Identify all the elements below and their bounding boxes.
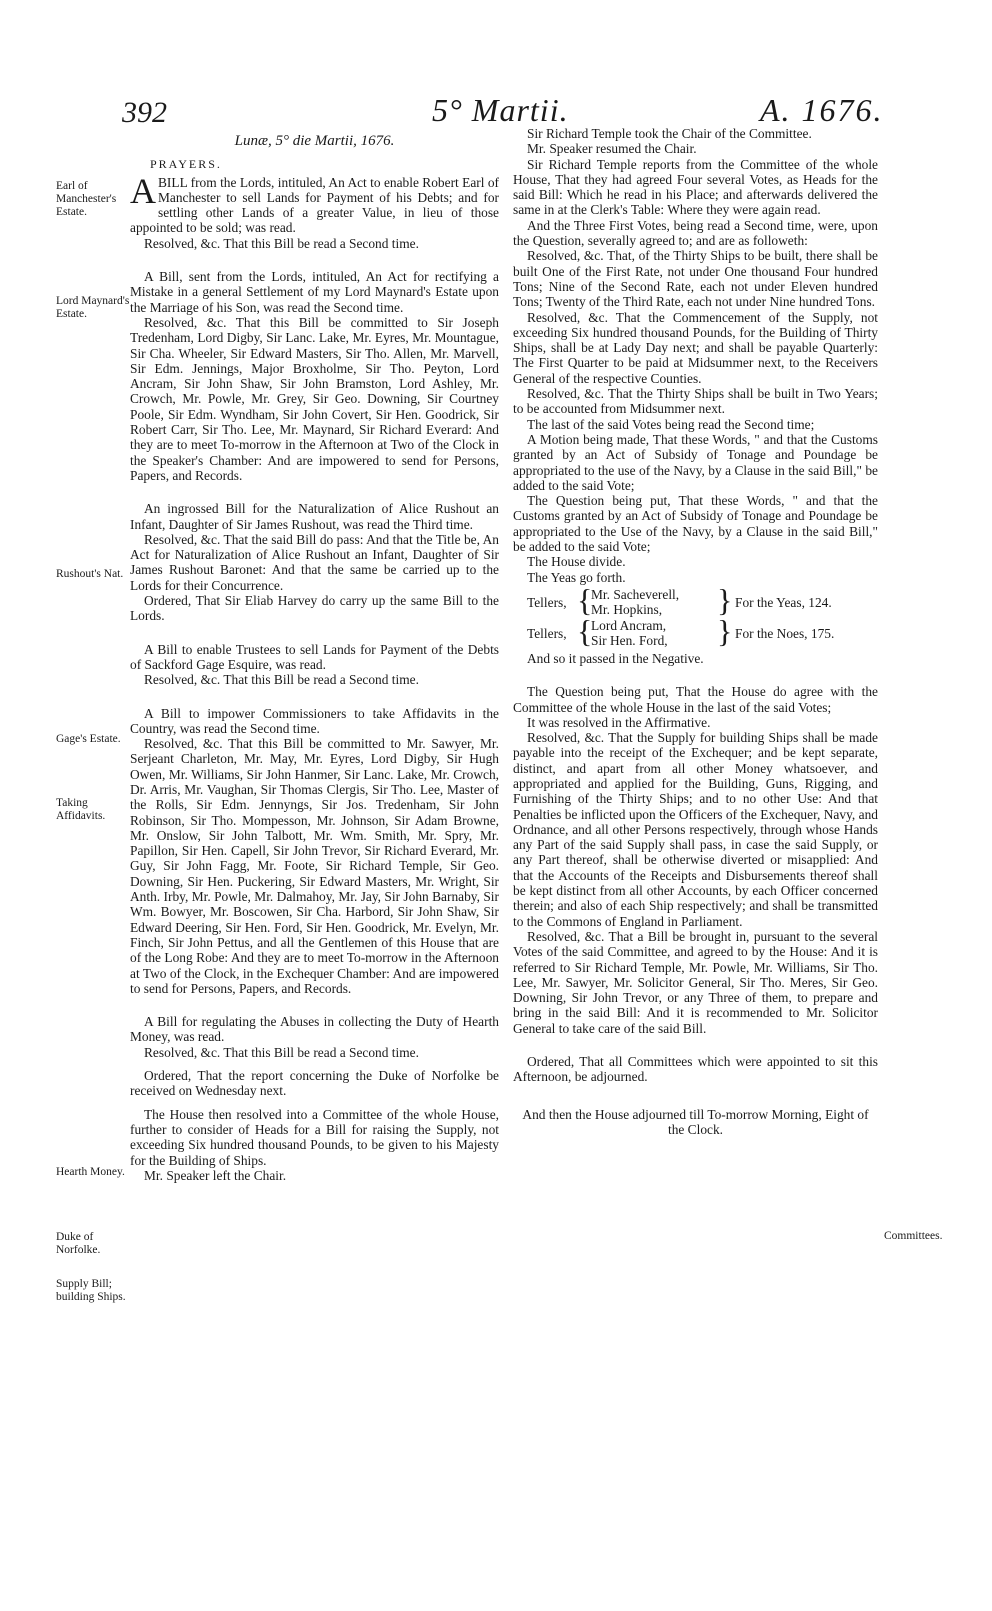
prayers-heading: PRAYERS. (150, 157, 222, 172)
teller-noe-1: Lord Ancram, (591, 617, 667, 633)
three-votes: And the Three First Votes, being read a Second time, were, upon the Question, severally agreed to; and are as followeth: (513, 217, 878, 249)
maynard-resolved: Resolved, &c. That this Bill be committed to Sir Joseph Tredenham, Lord Digby, Sir Lanc. Lake, Mr. Eyres, Mr. Mountague, Sir Cha. Wheeler, Sir Edward Masters, Sir Tho. Allen, Mr. Marvell, Sir Edm. Jennings, Major Broxholme, Sir Tho. Peyton, Lord Ancram, Sir John Shaw, Sir John Bramston, Lord Ashley, Mr. Crowch, Mr. Powle, Mr. Grey, Sir Geo. Downing, Sir Courtney Poole, Sir Edm. Wyndham, Sir John Covert, Sir Hen. Goodrick, Sir Robert Carr, Sir Tho. Lee, Mr. Maynard, Sir Richard Everard: And they are to meet To-morrow in the Afternoon at Two of the Clock in the Speaker's Chamber: And are impowered to send for Persons, Papers, and Records. (130, 314, 499, 483)
margin-note-gage: Gage's Estate. (56, 733, 121, 745)
teller-yea-2: Mr. Hopkins, (591, 601, 663, 617)
margin-note-norfolke: Duke of Norfolke. (56, 1231, 101, 1256)
yeas-count: For the Yeas, 124. (735, 594, 832, 610)
yeas-forth: The Yeas go forth. (527, 569, 626, 585)
tellers-label-yeas: Tellers, (527, 594, 567, 610)
left-column (130, 134, 499, 1183)
drop-cap: A (130, 170, 156, 211)
margin-note-supply: Supply Bill; building Ships. (56, 1278, 126, 1303)
margin-note-maynard: Lord Maynard's Estate. (56, 295, 130, 320)
right-column (513, 126, 878, 1137)
margin-note-affidavits: Taking Affidavits. (56, 797, 106, 822)
negative: And so it passed in the Negative. (527, 650, 704, 666)
bill-brought: Resolved, &c. That a Bill be brought in, pursuant to the several Votes of the said Committee, and agreed to by the House: And it is referred to Sir Richard Temple, Mr. Powle, Mr. Williams, Sir Tho. Lee, Mr. Sawyer, Mr. Solicitor General, Sir Tho. Meres, Sir Geo. Downing, Sir John Trevor, or any Three of them, to prepare and bring in the said Bill: And it is recommended to Mr. Solicitor General to take care of the said Bill. (513, 928, 878, 1036)
vote-commencement: Resolved, &c. That the Commencement of the Supply, not exceeding Six hundred thousand Pounds, for the Building of Thirty Ships, shall be at Lady Day next; and shall be payable Quarterly: The First Quarter to be paid at Midsummer next, to the Receivers General of the respective Counties. (513, 309, 878, 386)
speaker-resumed: Mr. Speaker resumed the Chair. (527, 141, 697, 157)
temple-reports: Sir Richard Temple reports from the Committee of the whole House, That they had agreed Four several Votes, as Heads for the said Bill: Which he read in his Place; and afterwards delivered the same in at the Clerk's Table: Where they were again read. (513, 156, 878, 218)
brace-right-yeas: } (717, 581, 733, 618)
brace-left-yeas: { (577, 581, 593, 618)
hearth-resolved: Resolved, &c. That this Bill be read a Second time. (144, 1044, 419, 1060)
adjourned: And then the House adjourned till To-morrow Morning, Eight of the Clock. (522, 1106, 869, 1137)
motion: A Motion being made, That these Words, " and that the Customs granted by an Act of Subsidy of Tonage and Poundage be appropriated to the use of the Navy, by a Clause in the said Bill," be added to the said Vote; (513, 431, 878, 493)
rushout-ordered: Ordered, That Sir Eliab Harvey do carry up the same Bill to the Lords. (130, 593, 499, 624)
speaker-left: Mr. Speaker left the Chair. (144, 1167, 287, 1183)
noes-count: For the Noes, 175. (735, 625, 835, 641)
rushout-bill: An ingrossed Bill for the Naturalization of Alice Rushout an Infant, Daughter of Sir James Rushout, was read the Third time. (130, 501, 499, 532)
supply-resolved: Resolved, &c. That the Supply for building Ships shall be made payable into the receipt of the Exchequer; and be kept separate, distinct, and apart from all other Money whatsoever, and appropriated and applied for the Building, Guns, Rigging, and Furnishing of the Thirty Ships; and to no other Use: And that Penalties be inflicted upon the Officers of the Exchequer, Navy, and Ordnance, and all other Persons respectively, through whose Hands any Part of the said Supply shall pass, in case the said Supply, or any Part thereof, shall be otherwise diverted or misapplied: And that the Accounts of the Receipts and Disbursements thereof shall be kept distinct from all other Accounts, by each Officer concerned therein; and also of each Ship respectively; and shall be transmitted to the Commons of England in Parliament. (513, 730, 878, 929)
teller-noe-2: Sir Hen. Ford, (591, 632, 668, 648)
year-heading: A. 1676. (760, 92, 884, 128)
page-number: 392 (122, 96, 167, 129)
committees-ordered: Ordered, That all Committees which were appointed to sit this Afternoon, be adjourned. (513, 1054, 878, 1085)
manchester-resolved: Resolved, &c. That this Bill be read a Second time. (144, 235, 419, 251)
norfolke-ordered: Ordered, That the report concerning the Duke of Norfolke be received on Wednesday next. (130, 1068, 499, 1099)
margin-note-hearth: Hearth Money. (56, 1166, 125, 1178)
manchester-bill-text: BILL from the Lords, intituled, An Act to enable Robert Earl of Manchester to sell Lands for Payment of his Debts; and for settling other Lands of a greater Value, in lieu of those appointed to be sold; was read. (130, 174, 499, 236)
sitting-date: Lunæ, 5° die Martii, 1676. (234, 133, 395, 149)
tellers-label-noes: Tellers, (527, 625, 567, 641)
hearth-bill: A Bill for regulating the Abuses in collecting the Duty of Hearth Money, was read. (130, 1014, 499, 1045)
margin-note-rushout: Rushout's Nat. (56, 568, 124, 580)
temple-chair: Sir Richard Temple took the Chair of the Committee. (527, 126, 812, 141)
gage-bill: A Bill to enable Trustees to sell Lands for Payment of the Debts of Sackford Gage Esquire, was read. (130, 641, 499, 672)
supply-committee: The House then resolved into a Committee of the whole House, further to consider of Heads for a Bill for raising the Supply, not exceeding Six hundred thousand Pounds, to be given to his Majesty for the Building of Ships. (130, 1106, 499, 1168)
house-divide: The House divide. (527, 554, 626, 570)
brace-left-noes: { (577, 612, 593, 649)
affidavits-resolved: Resolved, &c. That this Bill be committed to Mr. Sawyer, Mr. Serjeant Charleton, Mr. May, Mr. Eyres, Lord Digby, Sir Hugh Owen, Mr. Williams, Sir John Hanmer, Sir Lanc. Lake, Mr. Crowch, Dr. Arris, Mr. Vaughan, Sir Thomas Clergis, Sir Tho. Lee, Master of the Rolls, Sir Edm. Jennyngs, Sir Jos. Tredenham, Sir John Robinson, Sir Tho. Mompesson, Mr. Johnson, Sir Adam Browne, Mr. Onslow, Sir John Talbott, Mr. Wm. Smith, Mr. Spry, Mr. Papillon, Sir Hen. Capell, Sir John Trevor, Sir Richard Everard, Mr. Guy, Sir John Fagg, Mr. Foote, Sir Richard Temple, Sir Geo. Downing, Sir Hen. Puckering, Sir Edward Masters, Mr. Wright, Sir Anth. Irby, Mr. Powle, Mr. Dalmahoy, Mr. Jay, Sir John Barnaby, Sir Wm. Bowyer, Mr. Boscowen, Sir Cha. Harbord, Sir John Shaw, Sir Edward Deering, Sir Hen. Ford, Sir Hen. Goodrick, Mr. Evelyn, Mr. Finch, Sir John Pettus, and all the Gentlemen of this House that are of the Long Robe: And they are to meet To-morrow in the Afternoon at Two of the Clock, in the Exchequer Chamber: And are impowered to send for Persons, Papers, and Records. (130, 736, 499, 996)
rushout-resolved: Resolved, &c. That the said Bill do pass: And that the Title be, An Act for Naturalization of Alice Rushout an Infant, Daughter of Sir James Rushout Baronet: And that the same be carried up to the Lords for their Concurrence. (130, 531, 499, 593)
margin-note-manchester: Earl of Manchester's Estate. (56, 180, 117, 218)
teller-yea-1: Mr. Sacheverell, (591, 586, 680, 602)
affidavits-bill: A Bill to impower Commissioners to take Affidavits in the Country, was read the Second time. (130, 705, 499, 736)
affirmative: It was resolved in the Affirmative. (527, 714, 711, 730)
question: The Question being put, That these Words, " and that the Customs granted by an Act of Subsidy of Tonage and Poundage be appropriated to the Use of the Navy, by a Clause in the said Bill," be added to the said Vote; (513, 493, 878, 555)
tellers-block (527, 581, 878, 649)
manchester-bill (130, 170, 499, 236)
gage-resolved: Resolved, &c. That this Bill be read a Second time. (144, 672, 419, 688)
running-head: 5° Martii. (432, 92, 569, 128)
brace-right-noes: } (717, 612, 733, 649)
last-vote: The last of the said Votes being read the Second time; (527, 416, 815, 432)
vote-ships: Resolved, &c. That, of the Thirty Ships to be built, there shall be built One of the First Rate, not under One thousand Four hundred Tons; Nine of the Second Rate, each not under Eleven hundred Tons; Twenty of the Third Rate, each not under Nine hundred Tons. (513, 248, 878, 310)
maynard-bill: A Bill, sent from the Lords, intituled, An Act for rectifying a Mistake in a general Settlement of my Lord Maynard's Estate upon the Marriage of his Son, was read the Second time. (130, 269, 499, 315)
question-agree: The Question being put, That the House do agree with the Committee of the whole House in the last of the said Votes; (513, 684, 878, 715)
margin-note-committees: Committees. (884, 1230, 943, 1242)
vote-two-years: Resolved, &c. That the Thirty Ships shall be built in Two Years; to be accounted from Midsummer next. (513, 386, 878, 417)
